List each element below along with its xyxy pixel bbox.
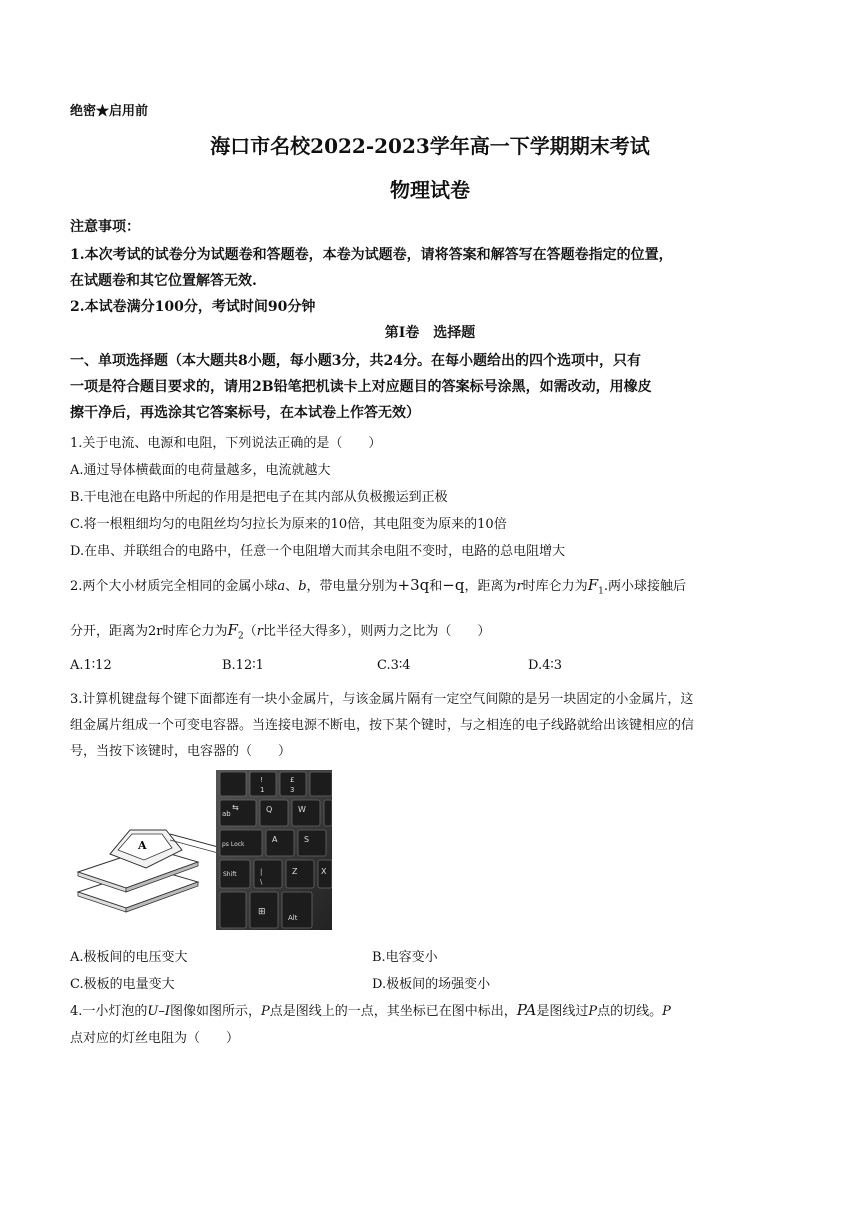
- q2-option-c: C.3∶4: [377, 658, 411, 673]
- q3-stem-line-3: 号，当按下该键时，电容器的（ ）: [70, 744, 292, 759]
- q2-force-1: F: [587, 576, 599, 594]
- svg-text:⇆: ⇆: [232, 803, 239, 812]
- key-label: ps Lock: [222, 841, 245, 848]
- q2-ball-b: b: [298, 579, 307, 594]
- q3-option-b: B.电容变小: [372, 950, 438, 965]
- key-label: Alt: [288, 914, 298, 922]
- q2-distance-2: 2r: [148, 624, 163, 639]
- q2-charge-2: −q: [442, 576, 465, 594]
- q4-text: 4.一小灯泡的: [70, 1004, 148, 1019]
- section-instructions-line-a: 一、单项选择题（本大题共8小题，每小题3分，共24分。在每小题给出的四个选项中，只有: [70, 353, 641, 369]
- q2-charge-1: +3q: [397, 576, 430, 594]
- key-label: 3: [290, 786, 295, 794]
- notes-item-1-line-b: 在试题卷和其它位置解答无效.: [70, 273, 257, 289]
- q2-text: ，带电量分别为: [306, 579, 398, 594]
- keyboard-capacitor-figure: [70, 770, 332, 930]
- q2-force-2-sub: 2: [237, 631, 244, 642]
- q3-stem-line-1: 3.计算机键盘每个键下面都连有一块小金属片，与该金属片隔有一定空气间隙的是另一块固定的小金属片，这: [70, 692, 694, 707]
- svg-text:\: \: [260, 878, 263, 886]
- q2-option-b: B.12∶1: [222, 658, 264, 673]
- key-cap-label: A: [138, 839, 147, 852]
- q2-text: 和: [429, 579, 443, 594]
- q3-stem-line-2: 组金属片组成一个可变电容器。当连接电源不断电，按下某个键时，与之相连的电子线路就给出该键相应的信: [70, 718, 695, 733]
- exam-subtitle: 物理试卷: [390, 178, 470, 202]
- q2-text: 分开，距离为: [70, 624, 149, 639]
- key-label: Q: [266, 805, 273, 814]
- key-label: Shift: [223, 871, 237, 878]
- q2-text: 时库仑力为: [162, 624, 228, 639]
- q4-text: 图像如图所示，: [170, 1004, 262, 1019]
- q4-point-p: P: [662, 1004, 671, 1019]
- q2-text: 2.两个大小材质完全相同的金属小球: [70, 579, 278, 594]
- q2-option-d: D.4∶3: [528, 658, 563, 673]
- q4-stem-line-2: 点对应的灯丝电阻为（ ）: [70, 1031, 240, 1046]
- q2-stem-line-2: [70, 620, 490, 642]
- q1-option-c: C.将一根粗细均匀的电阻丝均匀拉长为原来的10倍，其电阻变为原来的10倍: [70, 517, 507, 532]
- key-label: S: [304, 835, 310, 844]
- q4-text: 点的切线。: [597, 1004, 663, 1019]
- keyboard-photo: [216, 770, 332, 930]
- notes-heading: 注意事项：: [70, 219, 140, 235]
- key-label: X: [321, 867, 327, 876]
- q3-option-a: A.极板间的电压变大: [70, 950, 188, 965]
- q4-point-p: P: [261, 1004, 270, 1019]
- key-label: W: [298, 805, 306, 814]
- q2-distance-3: r: [256, 624, 263, 639]
- key-label: £: [290, 776, 295, 784]
- q3-option-c: C.极板的电量变大: [70, 977, 175, 992]
- section-title: 第Ⅰ卷 选择题: [384, 325, 476, 341]
- confidential-label: 绝密★启用前: [70, 104, 149, 119]
- key-label: !: [260, 776, 263, 784]
- q2-text: （: [243, 624, 257, 639]
- notes-item-1-line-a: 1.本次考试的试卷分为试题卷和答题卷，本卷为试题卷，请将答案和解答写在答题卷指定的位置，: [70, 247, 673, 263]
- q2-options: [0, 658, 860, 678]
- section-instructions-line-b: 一项是符合题目要求的，请用2B铅笔把机读卡上对应题目的答案标号涂黑，如需改动，用橡皮: [70, 379, 652, 395]
- q2-text: ，距离为: [464, 579, 517, 594]
- key-label: 1: [260, 786, 265, 794]
- q3-option-d: D.极板间的场强变小: [372, 977, 491, 992]
- key-label: Z: [292, 867, 298, 876]
- exam-title: 海口市名校2022-2023学年高一下学期期末考试: [210, 134, 650, 158]
- q2-ball-a: a: [277, 579, 286, 594]
- q2-force-1-sub: 1: [598, 586, 604, 597]
- q1-option-a: A.通过导体横截面的电荷量越多，电流就越大: [70, 463, 331, 478]
- q2-text: 、: [285, 579, 299, 594]
- q4-tangent-pa: PA: [516, 1001, 537, 1019]
- q2-option-a: A.1∶12: [70, 658, 112, 673]
- key-label: ab: [222, 810, 231, 818]
- section-instructions: [70, 348, 792, 426]
- q3-options: [0, 946, 860, 1002]
- q1-option-b: B.干电池在电路中所起的作用是把电子在其内部从负极搬运到正极: [70, 490, 448, 505]
- svg-text:|: |: [260, 868, 263, 876]
- section-instructions-line-c: 擦干净后，再选涂其它答案标号，在本试卷上作答无效）: [70, 405, 420, 421]
- q4-point-p: P: [588, 1004, 598, 1019]
- notes-item-2: 2.本试卷满分100分，考试时间90分钟: [70, 299, 316, 315]
- q2-text: 比半径大得多），则两力之比为（ ）: [262, 624, 491, 639]
- q2-stem-line-1: [70, 575, 686, 597]
- q4-stem-line-1: [70, 1000, 671, 1019]
- q2-force-2: F: [227, 621, 238, 639]
- q2-text: 时库仑力为: [522, 579, 588, 594]
- svg-text:⊞: ⊞: [258, 907, 266, 917]
- q2-distance: r: [516, 579, 523, 594]
- q4-text: 是图线过: [536, 1004, 589, 1019]
- notes-item-1: [70, 242, 792, 294]
- keyboard-figure-svg: [70, 770, 332, 930]
- q1-option-d: D.在串、并联组合的电路中，任意一个电阻增大而其余电阻不变时，电路的总电阻增大: [70, 544, 566, 559]
- q4-text: 点是图线上的一点，其坐标已在图中标出，: [269, 1004, 517, 1019]
- key-label: A: [272, 835, 278, 844]
- q4-ui-symbol: U–I: [147, 1004, 170, 1019]
- q2-text: .两小球接触后: [603, 579, 686, 594]
- q1-stem: 1.关于电流、电源和电阻，下列说法正确的是（ ）: [70, 436, 382, 451]
